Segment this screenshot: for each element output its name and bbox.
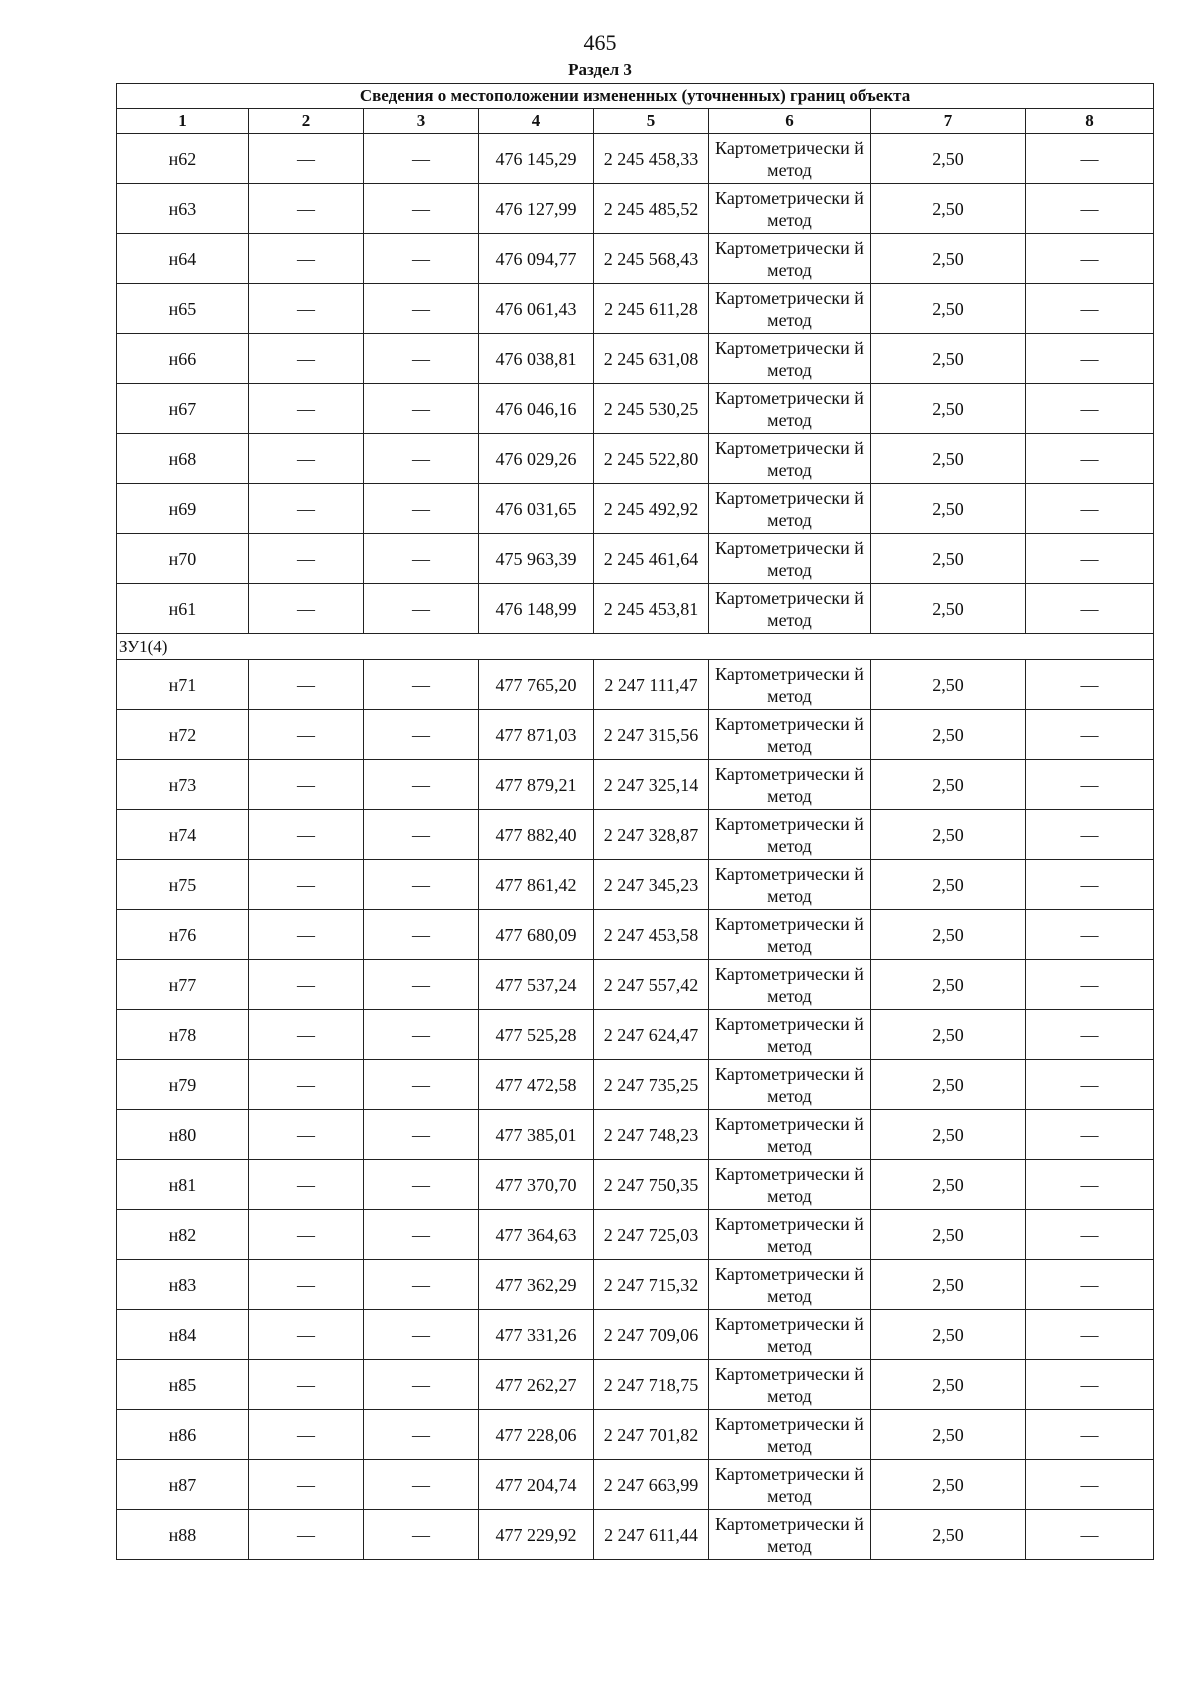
column-3-cell: — [364, 484, 479, 534]
table-body [117, 84, 1154, 1560]
column-8-cell: — [1026, 760, 1154, 810]
accuracy-cell: 2,50 [871, 1410, 1026, 1460]
x-coordinate-cell: 477 370,70 [479, 1160, 594, 1210]
method-cell: Картометрически й метод [709, 534, 871, 584]
column-number: 5 [594, 109, 709, 134]
point-cell: н79 [117, 1060, 249, 1110]
accuracy-cell: 2,50 [871, 534, 1026, 584]
x-coordinate-cell: 477 871,03 [479, 710, 594, 760]
point-cell: н67 [117, 384, 249, 434]
table-row [117, 1460, 1154, 1510]
method-cell: Картометрически й метод [709, 1310, 871, 1360]
x-coordinate-cell: 477 525,28 [479, 1010, 594, 1060]
column-3-cell: — [364, 184, 479, 234]
point-cell: н62 [117, 134, 249, 184]
point-cell: н72 [117, 710, 249, 760]
accuracy-cell: 2,50 [871, 1160, 1026, 1210]
point-cell: н66 [117, 334, 249, 384]
column-number: 1 [117, 109, 249, 134]
accuracy-cell: 2,50 [871, 234, 1026, 284]
y-coordinate-cell: 2 247 750,35 [594, 1160, 709, 1210]
table-row [117, 760, 1154, 810]
accuracy-cell: 2,50 [871, 1310, 1026, 1360]
column-2-cell: — [249, 960, 364, 1010]
accuracy-cell: 2,50 [871, 1460, 1026, 1510]
column-8-cell: — [1026, 1510, 1154, 1560]
column-8-cell: — [1026, 660, 1154, 710]
method-cell: Картометрически й метод [709, 1110, 871, 1160]
column-8-cell: — [1026, 1210, 1154, 1260]
method-cell: Картометрически й метод [709, 1360, 871, 1410]
accuracy-cell: 2,50 [871, 910, 1026, 960]
column-3-cell: — [364, 434, 479, 484]
x-coordinate-cell: 477 228,06 [479, 1410, 594, 1460]
y-coordinate-cell: 2 245 631,08 [594, 334, 709, 384]
y-coordinate-cell: 2 247 725,03 [594, 1210, 709, 1260]
table-row [117, 1510, 1154, 1560]
column-8-cell: — [1026, 234, 1154, 284]
x-coordinate-cell: 477 331,26 [479, 1310, 594, 1360]
x-coordinate-cell: 477 882,40 [479, 810, 594, 860]
table-row [117, 134, 1154, 184]
y-coordinate-cell: 2 247 345,23 [594, 860, 709, 910]
point-cell: н63 [117, 184, 249, 234]
method-cell: Картометрически й метод [709, 960, 871, 1010]
table-row [117, 710, 1154, 760]
y-coordinate-cell: 2 247 709,06 [594, 1310, 709, 1360]
table-row [117, 1010, 1154, 1060]
table-row [117, 960, 1154, 1010]
table-row [117, 284, 1154, 334]
accuracy-cell: 2,50 [871, 660, 1026, 710]
x-coordinate-cell: 477 680,09 [479, 910, 594, 960]
column-8-cell: — [1026, 710, 1154, 760]
column-3-cell: — [364, 1110, 479, 1160]
accuracy-cell: 2,50 [871, 334, 1026, 384]
column-3-cell: — [364, 584, 479, 634]
x-coordinate-cell: 477 262,27 [479, 1360, 594, 1410]
table-row [117, 1310, 1154, 1360]
point-cell: н65 [117, 284, 249, 334]
y-coordinate-cell: 2 247 624,47 [594, 1010, 709, 1060]
table-row [117, 434, 1154, 484]
table-row [117, 660, 1154, 710]
column-8-cell: — [1026, 384, 1154, 434]
method-cell: Картометрически й метод [709, 910, 871, 960]
column-3-cell: — [364, 134, 479, 184]
x-coordinate-cell: 477 861,42 [479, 860, 594, 910]
method-cell: Картометрически й метод [709, 860, 871, 910]
point-cell: н61 [117, 584, 249, 634]
column-3-cell: — [364, 284, 479, 334]
table-caption: Сведения о местоположении измененных (уточненных) границ объекта [117, 84, 1154, 109]
column-2-cell: — [249, 484, 364, 534]
point-cell: н82 [117, 1210, 249, 1260]
table-row [117, 1410, 1154, 1460]
column-3-cell: — [364, 1260, 479, 1310]
column-3-cell: — [364, 534, 479, 584]
method-cell: Картометрически й метод [709, 584, 871, 634]
x-coordinate-cell: 477 765,20 [479, 660, 594, 710]
column-number: 8 [1026, 109, 1154, 134]
column-2-cell: — [249, 860, 364, 910]
accuracy-cell: 2,50 [871, 710, 1026, 760]
point-cell: н74 [117, 810, 249, 860]
method-cell: Картометрически й метод [709, 660, 871, 710]
x-coordinate-cell: 476 127,99 [479, 184, 594, 234]
table-row [117, 334, 1154, 384]
accuracy-cell: 2,50 [871, 484, 1026, 534]
method-cell: Картометрически й метод [709, 134, 871, 184]
point-cell: н87 [117, 1460, 249, 1510]
point-cell: н84 [117, 1310, 249, 1360]
table-row [117, 184, 1154, 234]
column-8-cell: — [1026, 534, 1154, 584]
column-8-cell: — [1026, 1360, 1154, 1410]
x-coordinate-cell: 477 204,74 [479, 1460, 594, 1510]
y-coordinate-cell: 2 245 453,81 [594, 584, 709, 634]
point-cell: н73 [117, 760, 249, 810]
column-3-cell: — [364, 1060, 479, 1110]
method-cell: Картометрически й метод [709, 1460, 871, 1510]
column-8-cell: — [1026, 484, 1154, 534]
column-8-cell: — [1026, 434, 1154, 484]
point-cell: н83 [117, 1260, 249, 1310]
column-8-cell: — [1026, 910, 1154, 960]
column-3-cell: — [364, 384, 479, 434]
accuracy-cell: 2,50 [871, 1110, 1026, 1160]
column-3-cell: — [364, 860, 479, 910]
x-coordinate-cell: 477 364,63 [479, 1210, 594, 1260]
column-3-cell: — [364, 1010, 479, 1060]
y-coordinate-cell: 2 247 557,42 [594, 960, 709, 1010]
point-cell: н75 [117, 860, 249, 910]
column-2-cell: — [249, 760, 364, 810]
column-2-cell: — [249, 134, 364, 184]
column-2-cell: — [249, 1160, 364, 1210]
method-cell: Картометрически й метод [709, 810, 871, 860]
column-8-cell: — [1026, 810, 1154, 860]
table-caption-row [117, 84, 1154, 109]
point-cell: н88 [117, 1510, 249, 1560]
point-cell: н77 [117, 960, 249, 1010]
method-cell: Картометрически й метод [709, 1010, 871, 1060]
y-coordinate-cell: 2 245 461,64 [594, 534, 709, 584]
boundary-coordinates-table [116, 83, 1154, 1560]
point-cell: н85 [117, 1360, 249, 1410]
y-coordinate-cell: 2 247 715,32 [594, 1260, 709, 1310]
y-coordinate-cell: 2 245 568,43 [594, 234, 709, 284]
x-coordinate-cell: 477 229,92 [479, 1510, 594, 1560]
column-8-cell: — [1026, 1110, 1154, 1160]
table-row [117, 1210, 1154, 1260]
column-2-cell: — [249, 534, 364, 584]
point-cell: н64 [117, 234, 249, 284]
accuracy-cell: 2,50 [871, 960, 1026, 1010]
column-number: 7 [871, 109, 1026, 134]
x-coordinate-cell: 476 145,29 [479, 134, 594, 184]
point-cell: н78 [117, 1010, 249, 1060]
column-8-cell: — [1026, 1460, 1154, 1510]
y-coordinate-cell: 2 247 663,99 [594, 1460, 709, 1510]
column-2-cell: — [249, 334, 364, 384]
column-3-cell: — [364, 810, 479, 860]
column-2-cell: — [249, 1410, 364, 1460]
column-2-cell: — [249, 1110, 364, 1160]
y-coordinate-cell: 2 247 328,87 [594, 810, 709, 860]
column-8-cell: — [1026, 1310, 1154, 1360]
column-2-cell: — [249, 1060, 364, 1110]
table-row [117, 534, 1154, 584]
column-8-cell: — [1026, 134, 1154, 184]
column-2-cell: — [249, 384, 364, 434]
column-3-cell: — [364, 960, 479, 1010]
group-row [117, 634, 1154, 660]
accuracy-cell: 2,50 [871, 760, 1026, 810]
column-2-cell: — [249, 710, 364, 760]
column-3-cell: — [364, 1460, 479, 1510]
x-coordinate-cell: 477 472,58 [479, 1060, 594, 1110]
column-2-cell: — [249, 910, 364, 960]
column-2-cell: — [249, 1260, 364, 1310]
column-number: 3 [364, 109, 479, 134]
y-coordinate-cell: 2 247 718,75 [594, 1360, 709, 1410]
x-coordinate-cell: 477 385,01 [479, 1110, 594, 1160]
method-cell: Картометрически й метод [709, 284, 871, 334]
column-3-cell: — [364, 234, 479, 284]
column-3-cell: — [364, 910, 479, 960]
column-3-cell: — [364, 1510, 479, 1560]
y-coordinate-cell: 2 247 611,44 [594, 1510, 709, 1560]
table-row [117, 384, 1154, 434]
y-coordinate-cell: 2 247 735,25 [594, 1060, 709, 1110]
section-title: Раздел 3 [568, 60, 632, 79]
point-cell: н81 [117, 1160, 249, 1210]
y-coordinate-cell: 2 247 315,56 [594, 710, 709, 760]
accuracy-cell: 2,50 [871, 584, 1026, 634]
table-row [117, 910, 1154, 960]
column-8-cell: — [1026, 1010, 1154, 1060]
column-2-cell: — [249, 1360, 364, 1410]
y-coordinate-cell: 2 245 530,25 [594, 384, 709, 434]
method-cell: Картометрически й метод [709, 1510, 871, 1560]
group-label: ЗУ1(4) [117, 634, 1154, 660]
point-cell: н70 [117, 534, 249, 584]
column-3-cell: — [364, 334, 479, 384]
column-3-cell: — [364, 660, 479, 710]
column-8-cell: — [1026, 1260, 1154, 1310]
y-coordinate-cell: 2 247 701,82 [594, 1410, 709, 1460]
column-8-cell: — [1026, 1410, 1154, 1460]
column-2-cell: — [249, 434, 364, 484]
point-cell: н76 [117, 910, 249, 960]
method-cell: Картометрически й метод [709, 1260, 871, 1310]
point-cell: н69 [117, 484, 249, 534]
column-8-cell: — [1026, 1060, 1154, 1110]
column-3-cell: — [364, 710, 479, 760]
x-coordinate-cell: 476 061,43 [479, 284, 594, 334]
column-2-cell: — [249, 1310, 364, 1360]
table-row [117, 584, 1154, 634]
y-coordinate-cell: 2 245 611,28 [594, 284, 709, 334]
point-cell: н86 [117, 1410, 249, 1460]
table-row [117, 1060, 1154, 1110]
y-coordinate-cell: 2 245 522,80 [594, 434, 709, 484]
y-coordinate-cell: 2 245 458,33 [594, 134, 709, 184]
column-2-cell: — [249, 660, 364, 710]
accuracy-cell: 2,50 [871, 284, 1026, 334]
accuracy-cell: 2,50 [871, 384, 1026, 434]
method-cell: Картометрически й метод [709, 234, 871, 284]
method-cell: Картометрически й метод [709, 1060, 871, 1110]
x-coordinate-cell: 477 362,29 [479, 1260, 594, 1310]
accuracy-cell: 2,50 [871, 134, 1026, 184]
column-2-cell: — [249, 284, 364, 334]
y-coordinate-cell: 2 247 111,47 [594, 660, 709, 710]
column-8-cell: — [1026, 584, 1154, 634]
table-row [117, 234, 1154, 284]
table-row [117, 860, 1154, 910]
column-2-cell: — [249, 810, 364, 860]
column-8-cell: — [1026, 284, 1154, 334]
accuracy-cell: 2,50 [871, 1510, 1026, 1560]
x-coordinate-cell: 475 963,39 [479, 534, 594, 584]
table-row [117, 484, 1154, 534]
method-cell: Картометрически й метод [709, 1160, 871, 1210]
y-coordinate-cell: 2 245 492,92 [594, 484, 709, 534]
column-number: 6 [709, 109, 871, 134]
column-3-cell: — [364, 1360, 479, 1410]
table-row [117, 1160, 1154, 1210]
column-2-cell: — [249, 234, 364, 284]
method-cell: Картометрически й метод [709, 1410, 871, 1460]
method-cell: Картометрически й метод [709, 484, 871, 534]
column-number: 4 [479, 109, 594, 134]
table-row [117, 1360, 1154, 1410]
column-2-cell: — [249, 1460, 364, 1510]
method-cell: Картометрически й метод [709, 710, 871, 760]
column-2-cell: — [249, 1010, 364, 1060]
method-cell: Картометрически й метод [709, 760, 871, 810]
column-numbers-row [117, 109, 1154, 134]
column-3-cell: — [364, 760, 479, 810]
y-coordinate-cell: 2 247 325,14 [594, 760, 709, 810]
y-coordinate-cell: 2 245 485,52 [594, 184, 709, 234]
column-2-cell: — [249, 184, 364, 234]
x-coordinate-cell: 477 879,21 [479, 760, 594, 810]
x-coordinate-cell: 476 038,81 [479, 334, 594, 384]
x-coordinate-cell: 476 094,77 [479, 234, 594, 284]
column-3-cell: — [364, 1160, 479, 1210]
column-8-cell: — [1026, 1160, 1154, 1210]
point-cell: н80 [117, 1110, 249, 1160]
column-3-cell: — [364, 1310, 479, 1360]
column-8-cell: — [1026, 960, 1154, 1010]
page-number: 465 [583, 30, 617, 55]
x-coordinate-cell: 476 046,16 [479, 384, 594, 434]
method-cell: Картометрически й метод [709, 1210, 871, 1260]
y-coordinate-cell: 2 247 748,23 [594, 1110, 709, 1160]
accuracy-cell: 2,50 [871, 434, 1026, 484]
method-cell: Картометрически й метод [709, 184, 871, 234]
column-number: 2 [249, 109, 364, 134]
y-coordinate-cell: 2 247 453,58 [594, 910, 709, 960]
accuracy-cell: 2,50 [871, 1060, 1026, 1110]
method-cell: Картометрически й метод [709, 434, 871, 484]
x-coordinate-cell: 477 537,24 [479, 960, 594, 1010]
point-cell: н68 [117, 434, 249, 484]
column-2-cell: — [249, 1510, 364, 1560]
column-2-cell: — [249, 584, 364, 634]
table-row [117, 1260, 1154, 1310]
accuracy-cell: 2,50 [871, 1010, 1026, 1060]
column-8-cell: — [1026, 184, 1154, 234]
x-coordinate-cell: 476 029,26 [479, 434, 594, 484]
method-cell: Картометрически й метод [709, 384, 871, 434]
method-cell: Картометрически й метод [709, 334, 871, 384]
column-8-cell: — [1026, 860, 1154, 910]
x-coordinate-cell: 476 148,99 [479, 584, 594, 634]
table-row [117, 1110, 1154, 1160]
table-row [117, 810, 1154, 860]
accuracy-cell: 2,50 [871, 1260, 1026, 1310]
column-3-cell: — [364, 1410, 479, 1460]
x-coordinate-cell: 476 031,65 [479, 484, 594, 534]
accuracy-cell: 2,50 [871, 1210, 1026, 1260]
accuracy-cell: 2,50 [871, 860, 1026, 910]
column-3-cell: — [364, 1210, 479, 1260]
column-2-cell: — [249, 1210, 364, 1260]
column-8-cell: — [1026, 334, 1154, 384]
accuracy-cell: 2,50 [871, 810, 1026, 860]
point-cell: н71 [117, 660, 249, 710]
accuracy-cell: 2,50 [871, 1360, 1026, 1410]
accuracy-cell: 2,50 [871, 184, 1026, 234]
